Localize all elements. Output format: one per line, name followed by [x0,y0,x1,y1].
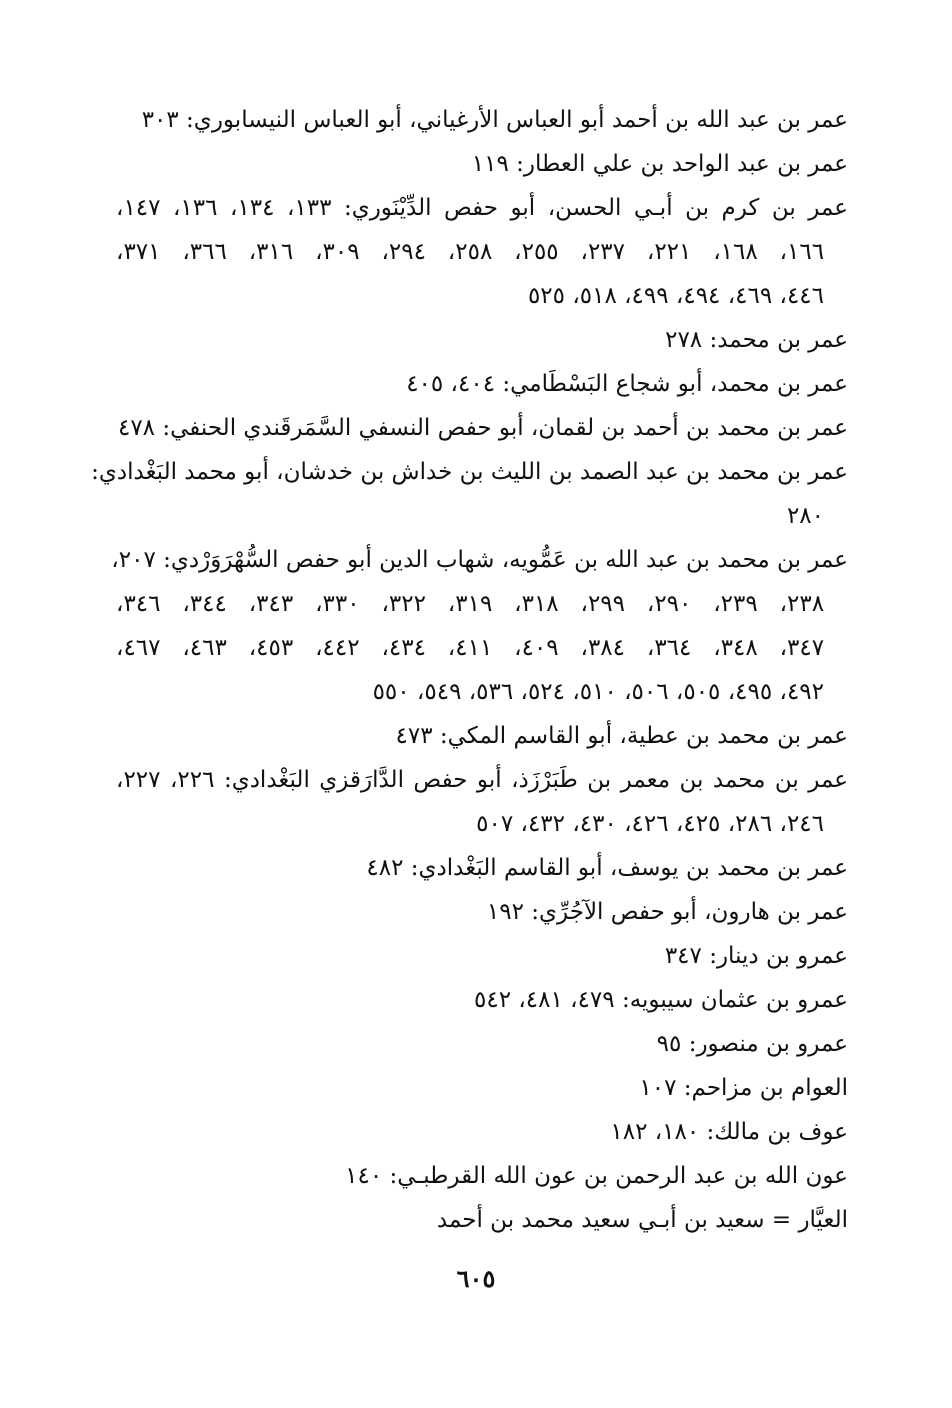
page-number: ٦٠٥ [456,1264,496,1293]
entry-name-line: عمر بن محمد بن عطية، أبو القاسم المكي: ٤٧٣ [395,723,848,749]
entry-name-line: عمر بن عبد الواحد بن علي العطار: ١١٩ [471,151,848,177]
index-entry [116,98,848,142]
entry-name-line: عمر بن كرم بن أبـي الحسن، أبو حفص الدِّيْنَوري: ١٣٣، ١٣٤، ١٣٦، ١٤٧، [116,195,848,221]
index-entry [116,714,848,758]
entry-page-refs-line: ٣٤٧، ٣٤٨، ٣٦٤، ٣٨٤، ٤٠٩، ٤١١، ٤٣٤، ٤٤٢، ٤٥٣، ٤٦٣، ٤٦٧، [116,635,825,661]
entry-name-line: عوف بن مالك: ١٨٠، ١٨٢ [610,1119,848,1145]
index-entry [116,934,848,978]
index-entry [111,538,848,714]
index-entry [116,406,848,450]
entry-name-line: عمرو بن دينار: ٣٤٧ [664,943,848,969]
index-entry [116,1022,848,1066]
entry-name-line: عمرو بن عثمان سيبويه: ٤٧٩، ٤٨١، ٥٤٢ [473,987,848,1013]
index-entry [116,1198,848,1242]
entry-name-line: عمر بن محمد بن يوسف، أبو القاسم البَغْدادي: ٤٨٢ [366,855,848,881]
entry-name-line: عمر بن محمد بن عبد الصمد بن الليث بن خداش بن خدشان، أبو محمد البَغْدادي: [91,459,848,485]
entry-name-line: عمر بن عبد الله بن أحمد أبو العباس الأرغياني، أبو العباس النيسابوري: ٣٠٣ [141,107,848,133]
entry-page-refs-line: ٢٣٨، ٢٣٩، ٢٩٠، ٢٩٩، ٣١٨، ٣١٩، ٣٢٢، ٣٣٠، ٣٤٣، ٣٤٤، ٣٤٦، [116,591,825,617]
entry-name-line: العوام بن مزاحم: ١٠٧ [639,1075,848,1101]
entry-name-line: العيَّار = سعيد بن أبـي سعيد محمد بن أحمد [436,1207,848,1233]
index-entry [116,758,848,846]
index-entries [91,98,849,1242]
index-entry [116,362,848,406]
entry-page-refs-line: ٢٤٦، ٢٨٦، ٤٢٥، ٤٢٦، ٤٣٠، ٤٣٢، ٥٠٧ [476,811,824,837]
entry-name-line: عمر بن محمد بن عبد الله بن عَمُّويه، شهاب الدين أبو حفص السُّهْرَوَرْدي: ٢٠٧، [111,547,848,573]
index-entry [116,978,848,1022]
entry-name-line: عمر بن محمد: ٢٧٨ [665,327,848,353]
entry-page-refs-line: ٤٩٢، ٤٩٥، ٥٠٥، ٥٠٦، ٥١٠، ٥٢٤، ٥٣٦، ٥٤٩، ٥٥٠ [372,679,824,705]
index-entry [116,1066,848,1110]
entry-page-refs-line: ٢٨٠ [786,503,824,529]
entry-name-line: عمر بن هارون، أبو حفص الآجُرِّي: ١٩٢ [486,899,848,925]
entry-name-line: عمر بن محمد، أبو شجاع البَسْطَامي: ٤٠٤، ٤٠٥ [406,371,848,397]
index-entry [116,186,848,318]
index-entry [116,1110,848,1154]
entry-name-line: عمر بن محمد بن معمر بن طَبَرْزَذ، أبو حفص الدَّارَقزي البَغْدادي: ٢٢٦، ٢٢٧، [116,767,849,793]
index-entry [116,846,848,890]
index-entry [116,142,848,186]
entry-page-refs-line: ١٦٦، ١٦٨، ٢٢١، ٢٣٧، ٢٥٥، ٢٥٨، ٢٩٤، ٣٠٩، ٣١٦، ٣٦٦، ٣٧١، [116,239,825,265]
index-entry [116,1154,848,1198]
entry-name-line: عمر بن محمد بن أحمد بن لقمان، أبو حفص النسفي السَّمَرقَندي الحنفي: ٤٧٨ [117,415,848,441]
index-entry [91,450,848,538]
entry-name-line: عمرو بن منصور: ٩٥ [656,1031,848,1057]
index-entry [116,890,848,934]
entry-page-refs-line: ٤٤٦، ٤٦٩، ٤٩٤، ٤٩٩، ٥١٨، ٥٢٥ [527,283,824,309]
index-entry [116,318,848,362]
entry-name-line: عون الله بن عبد الرحمن بن عون الله القرطبـي: ١٤٠ [345,1163,848,1189]
